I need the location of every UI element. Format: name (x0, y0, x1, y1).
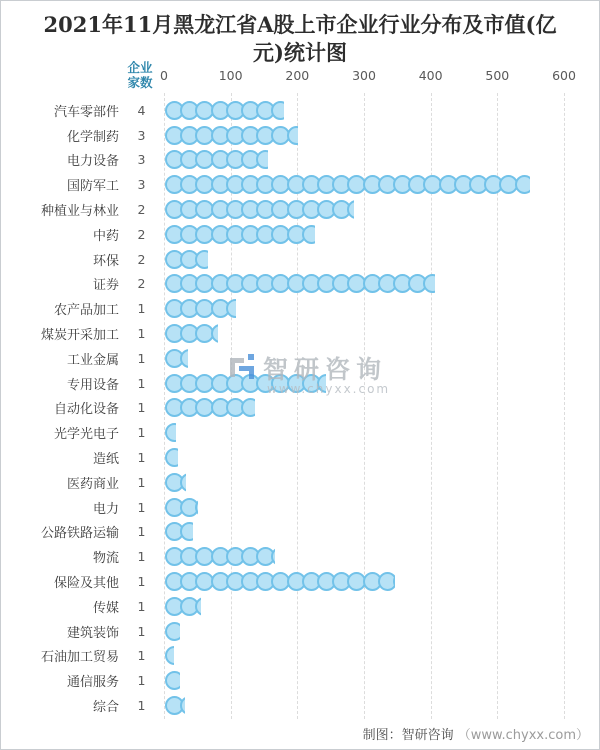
category-label: 证券 (92, 278, 119, 294)
chart-row (1, 445, 593, 470)
market-cap-bar (165, 448, 178, 468)
bar-track (164, 596, 593, 616)
company-count: 1 (137, 524, 146, 540)
chart-row (1, 222, 593, 247)
category-label: 电力 (92, 501, 119, 517)
x-axis-ticks (1, 68, 599, 84)
chart-row (1, 594, 593, 619)
chart-row (1, 495, 593, 520)
chart-row (1, 197, 593, 222)
bubble-icon (180, 522, 193, 541)
company-count: 1 (137, 450, 146, 466)
market-cap-bar (165, 472, 186, 492)
bar-track (164, 175, 593, 195)
chart-title-line1: 2021年11月黑龙江省A股上市企业行业分布及市值(亿 (43, 12, 557, 37)
chart-row (1, 123, 593, 148)
x-tick-label: 200 (285, 68, 310, 83)
market-cap-bar (165, 696, 185, 716)
bubble-icon (271, 101, 283, 120)
bar-track (164, 522, 593, 542)
footer-credit-url: （www.chyxx.com） (457, 728, 589, 743)
bubble-icon (347, 200, 354, 219)
category-label: 化学制药 (66, 129, 119, 145)
market-cap-bar (165, 572, 395, 592)
chart-row (1, 321, 593, 346)
bar-track (164, 572, 593, 592)
category-label: 农产品加工 (53, 303, 119, 319)
bar-track (164, 274, 593, 294)
chart-row (1, 371, 593, 396)
company-count: 4 (137, 102, 146, 118)
company-count: 1 (137, 574, 146, 590)
y-axis-header-line2: 家数 (127, 75, 153, 90)
category-label: 传媒 (92, 600, 119, 616)
company-count: 1 (137, 350, 146, 366)
category-label: 建筑装饰 (66, 625, 119, 641)
chart-row (1, 619, 593, 644)
market-cap-bar (165, 398, 255, 418)
bar-track (164, 423, 593, 443)
market-cap-bar (165, 200, 354, 220)
bar-track (164, 125, 593, 145)
chart-title-line2: 元)统计图 (253, 40, 347, 65)
company-count: 3 (137, 127, 146, 143)
bubble-icon (165, 671, 180, 690)
bar-track (164, 249, 593, 269)
chart-row (1, 693, 593, 718)
market-cap-bar (165, 423, 176, 443)
market-cap-bar (165, 646, 174, 666)
company-count: 1 (137, 400, 146, 416)
company-count: 1 (137, 623, 146, 639)
chart-row (1, 296, 593, 321)
chart-row (1, 172, 593, 197)
bubble-icon (241, 398, 255, 417)
company-count: 3 (137, 152, 146, 168)
bubble-icon (165, 448, 178, 467)
x-tick-label: 500 (485, 68, 510, 83)
category-label: 电力设备 (66, 154, 119, 170)
market-cap-bar (165, 522, 193, 542)
bar-track (164, 448, 593, 468)
chart-row (1, 247, 593, 272)
company-count: 1 (137, 673, 146, 689)
category-label: 造纸 (92, 452, 119, 468)
bar-track (164, 671, 593, 691)
bar-track (164, 224, 593, 244)
market-cap-bar (165, 671, 180, 691)
category-label: 国防军工 (66, 179, 119, 195)
market-cap-bar (165, 324, 218, 344)
market-cap-bar (165, 274, 435, 294)
company-count: 1 (137, 598, 146, 614)
category-label: 光学光电子 (53, 427, 119, 443)
bar-track (164, 621, 593, 641)
watermark-url: www.chyxx.com (267, 382, 391, 396)
bubble-icon (515, 175, 531, 194)
category-label: 种植业与林业 (40, 204, 119, 220)
bubble-icon (287, 126, 299, 145)
bar-track (164, 150, 593, 170)
category-label: 中药 (92, 228, 119, 244)
category-label: 物流 (92, 551, 119, 567)
bubble-icon (302, 225, 315, 244)
y-axis-header-line1: 企业 (127, 60, 153, 75)
market-cap-bar (165, 299, 236, 319)
market-cap-bar (165, 150, 268, 170)
chart-row (1, 569, 593, 594)
category-label: 综合 (92, 700, 119, 716)
bar-track (164, 324, 593, 344)
chart-row (1, 668, 593, 693)
market-cap-bar (165, 596, 201, 616)
category-label: 医药商业 (66, 476, 119, 492)
chart-row (1, 520, 593, 545)
company-count: 1 (137, 499, 146, 515)
x-tick-label: 400 (418, 68, 443, 83)
company-count: 1 (137, 375, 146, 391)
category-label: 煤炭开采加工 (40, 328, 119, 344)
company-count: 1 (137, 326, 146, 342)
company-count: 2 (137, 226, 146, 242)
company-count: 1 (137, 301, 146, 317)
company-count: 1 (137, 425, 146, 441)
bubble-icon (165, 646, 174, 665)
chart-row (1, 98, 593, 123)
bar-track (164, 646, 593, 666)
market-cap-bar (165, 373, 326, 393)
chart-title (29, 11, 571, 67)
category-label: 自动化设备 (53, 402, 119, 418)
bubble-icon (195, 250, 207, 269)
bubble-icon (256, 150, 268, 169)
chart-row (1, 396, 593, 421)
market-cap-bar (165, 547, 275, 567)
category-label: 公路铁路运输 (40, 526, 119, 542)
chart-row (1, 346, 593, 371)
x-tick-label: 600 (552, 68, 576, 83)
company-count: 1 (137, 549, 146, 565)
bar-track (164, 547, 593, 567)
x-tick-label: 0 (160, 68, 168, 83)
market-cap-bar (165, 497, 198, 517)
bar-track (164, 497, 593, 517)
chart-row (1, 470, 593, 495)
bar-track (164, 472, 593, 492)
company-count: 2 (137, 202, 146, 218)
chart-rows (1, 98, 593, 718)
market-cap-bar (165, 175, 530, 195)
footer-credit-text: 制图：智研咨询 (362, 728, 454, 743)
bar-track (164, 398, 593, 418)
bubble-icon (317, 374, 326, 393)
company-count: 2 (137, 276, 146, 292)
company-count: 2 (137, 251, 146, 267)
category-label: 保险及其他 (53, 576, 119, 592)
chart-row (1, 644, 593, 669)
market-cap-bar (165, 125, 298, 145)
bubble-icon (226, 299, 237, 318)
company-count: 1 (137, 698, 146, 714)
bubble-icon (423, 274, 435, 293)
bubble-icon (165, 622, 180, 641)
market-cap-bar (165, 224, 315, 244)
chart-row (1, 148, 593, 173)
category-label: 专用设备 (66, 377, 119, 393)
company-count: 3 (137, 177, 146, 193)
bar-track (164, 348, 593, 368)
footer-credit (363, 724, 589, 743)
bar-track (164, 100, 593, 120)
bar-track (164, 299, 593, 319)
category-label: 石油加工贸易 (40, 650, 119, 666)
category-label: 汽车零部件 (53, 104, 119, 120)
company-count: 1 (137, 474, 146, 490)
x-tick-label: 100 (218, 68, 243, 83)
bar-track (164, 696, 593, 716)
chart-row (1, 420, 593, 445)
market-cap-bar (165, 348, 188, 368)
market-cap-bar (165, 249, 208, 269)
x-tick-label: 300 (352, 68, 376, 83)
category-label: 工业金属 (66, 352, 119, 368)
bubble-icon (165, 423, 176, 442)
bar-track (164, 200, 593, 220)
market-cap-bar (165, 100, 284, 120)
company-count: 1 (137, 648, 146, 664)
chart-row (1, 272, 593, 297)
watermark-brand: 智研咨询 (263, 355, 388, 384)
category-label: 通信服务 (66, 675, 119, 691)
bar-track (164, 373, 593, 393)
category-label: 环保 (92, 253, 119, 269)
chart-row (1, 544, 593, 569)
market-cap-bar (165, 621, 180, 641)
